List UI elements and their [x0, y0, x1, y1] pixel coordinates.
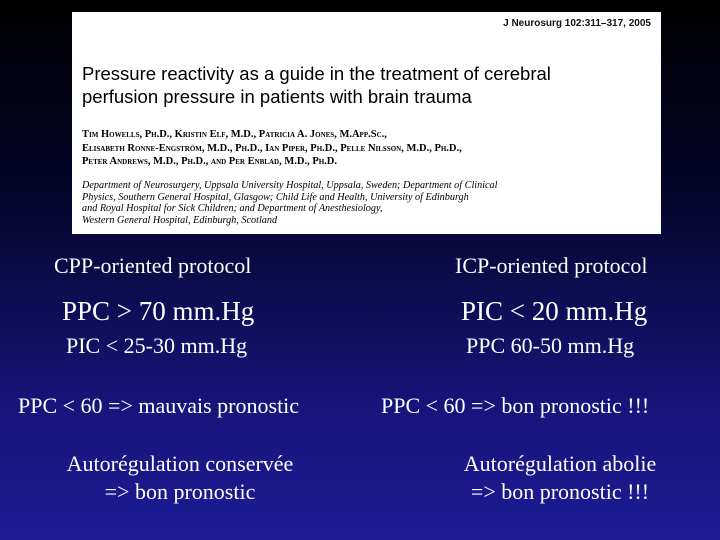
paper-title-line: Pressure reactivity as a guide in the treatment of cerebral: [82, 63, 551, 84]
icp-autoregulation-line: => bon pronostic !!!: [470, 479, 650, 504]
cpp-autoregulation: [20, 450, 340, 506]
paper-title: [82, 62, 642, 108]
paper-affil-line: Department of Neurosurgery, Uppsala University Hospital, Uppsala, Sweden; Department of Clinical: [82, 180, 498, 191]
icp-target-sub: PPC 60-50 mm.Hg: [466, 333, 635, 358]
paper-affiliations: [82, 180, 652, 226]
paper-authors: [82, 128, 652, 169]
journal-reference: J Neurosurg 102:311–317, 2005: [503, 18, 651, 29]
cpp-autoregulation-line: => bon pronostic: [104, 479, 256, 504]
paper-authors-line: Elisabeth Ronne-Engström, M.D., Ph.D., Ian Piper, Ph.D., Pelle Nilsson, M.D., Ph.D.,: [82, 142, 462, 154]
paper-affil-line: Western General Hospital, Edinburgh, Scotland: [82, 214, 278, 226]
icp-protocol-heading: ICP-oriented protocol: [455, 253, 648, 278]
paper-affil-line: and Royal Hospital for Sick Children; and Department of Anesthesiology,: [82, 203, 383, 214]
paper-authors-line: Peter Andrews, M.D., Ph.D., and Per Enblad, M.D., Ph.D.: [82, 156, 338, 167]
cpp-target-sub: PIC < 25-30 mm.Hg: [66, 333, 248, 358]
paper-authors-line: Tim Howells, Ph.D., Kristin Elf, M.D., Patricia A. Jones, M.App.Sc.,: [82, 129, 387, 140]
cpp-protocol-heading: CPP-oriented protocol: [54, 253, 252, 278]
icp-autoregulation: [400, 450, 720, 506]
cpp-target-main: PPC > 70 mm.Hg: [62, 296, 255, 326]
paper-header-image: [72, 12, 661, 234]
icp-autoregulation-line: Autorégulation abolie: [463, 451, 657, 476]
icp-outcome: PPC < 60 => bon pronostic !!!: [381, 393, 650, 418]
icp-target-main: PIC < 20 mm.Hg: [461, 296, 648, 326]
paper-affil-line: Physics, Southern General Hospital, Glasgow; Child Life and Health, University of Edinburgh: [82, 191, 469, 203]
paper-title-line: perfusion pressure in patients with brain trauma: [82, 86, 472, 107]
cpp-autoregulation-line: Autorégulation conservée: [66, 451, 294, 476]
cpp-outcome: PPC < 60 => mauvais pronostic: [18, 393, 300, 418]
